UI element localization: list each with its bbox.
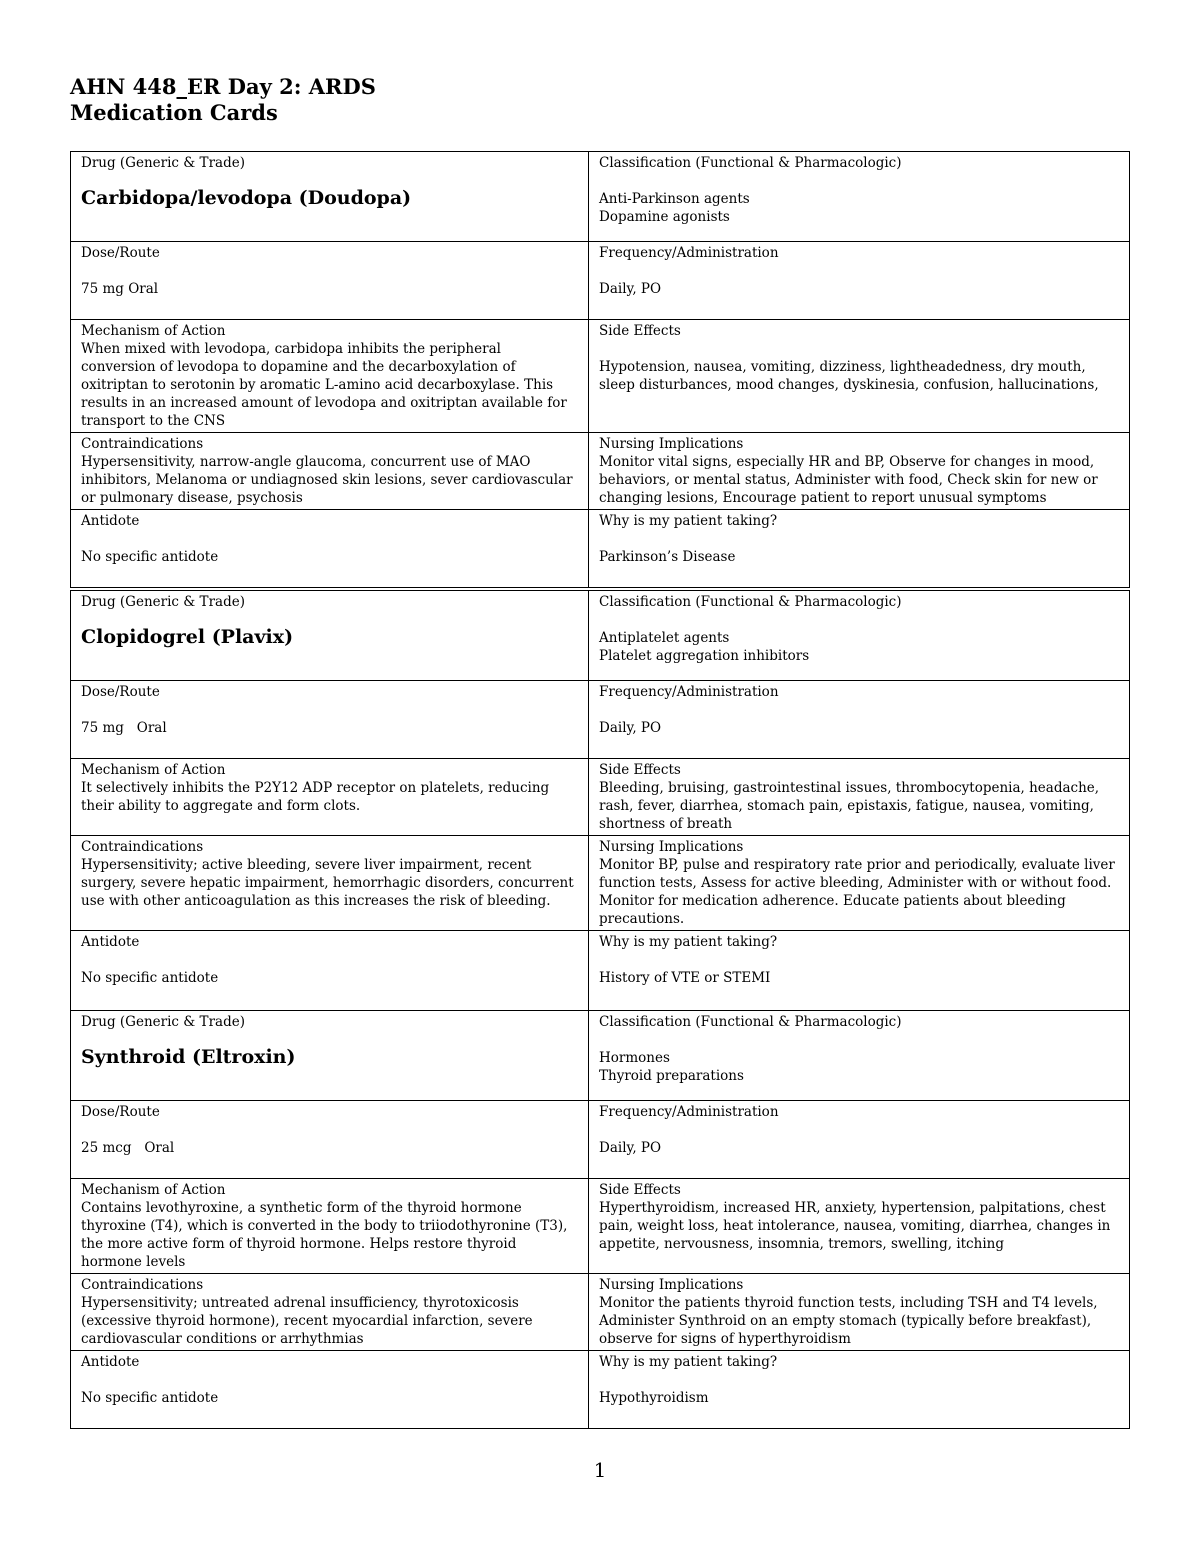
moa-label: Mechanism of Action bbox=[81, 762, 226, 778]
side-effects-cell bbox=[589, 1179, 1130, 1274]
side-effects-label: Side Effects bbox=[599, 762, 681, 778]
drug-name: Carbidopa/levodopa (Doudopa) bbox=[81, 187, 412, 209]
document-header bbox=[70, 74, 376, 126]
contraindications-label: Contraindications bbox=[81, 839, 204, 855]
moa-text: It selectively inhibits the P2Y12 ADP receptor on platelets, reducing their ability to aggregate and form clots. bbox=[81, 780, 550, 814]
classification-cell bbox=[589, 591, 1130, 681]
document-subtitle: Medication Cards bbox=[70, 100, 278, 125]
contraindications-cell bbox=[71, 836, 589, 931]
drug-cell bbox=[71, 1011, 589, 1101]
dose-cell bbox=[71, 1101, 589, 1179]
side-effects-label: Side Effects bbox=[599, 1182, 681, 1198]
contraindications-label: Contraindications bbox=[81, 436, 204, 452]
frequency-value: Daily, PO bbox=[599, 720, 662, 736]
antidote-text: No specific antidote bbox=[81, 970, 219, 986]
classification-pharmacologic: Thyroid preparations bbox=[599, 1068, 744, 1084]
medication-card-synthroid bbox=[70, 1010, 1130, 1429]
nursing-label: Nursing Implications bbox=[599, 839, 744, 855]
why-cell bbox=[589, 931, 1130, 1011]
frequency-label: Frequency/Administration bbox=[599, 1104, 779, 1120]
moa-label: Mechanism of Action bbox=[81, 323, 226, 339]
why-cell bbox=[589, 510, 1130, 588]
contraindications-label: Contraindications bbox=[81, 1277, 204, 1293]
nursing-text: Monitor BP, pulse and respiratory rate prior and periodically, evaluate liver function tests, Assess for active bleeding, Administer with or without food. Monitor for medication adherence. Educate patients about bleeding precautions. bbox=[599, 857, 1115, 927]
contraindications-text: Hypersensitivity; active bleeding, severe liver impairment, recent surgery, severe hepatic impairment, hemorrhagic disorders, concurrent use with other anticoagulation as this increases the risk of bleeding. bbox=[81, 857, 574, 909]
drug-name: Synthroid (Eltroxin) bbox=[81, 1046, 296, 1068]
nursing-cell bbox=[589, 433, 1130, 510]
dose-cell bbox=[71, 681, 589, 759]
why-text: Parkinson’s Disease bbox=[599, 549, 736, 565]
nursing-text: Monitor the patients thyroid function tests, including TSH and T4 levels, Administer Synthroid on an empty stomach (typically before breakfast), observe for signs of hyperthyroidism bbox=[599, 1295, 1098, 1347]
dose-value: 25 mcg Oral bbox=[81, 1140, 175, 1156]
medication-card-clopidogrel bbox=[70, 590, 1130, 1011]
antidote-text: No specific antidote bbox=[81, 1390, 219, 1406]
dose-value: 75 mg Oral bbox=[81, 720, 167, 736]
frequency-cell bbox=[589, 1101, 1130, 1179]
side-effects-text: Bleeding, bruising, gastrointestinal issues, thrombocytopenia, headache, rash, fever, diarrhea, stomach pain, epistaxis, fatigue, nausea, vomiting, shortness of breath bbox=[599, 780, 1100, 832]
side-effects-text: Hypotension, nausea, vomiting, dizziness, lightheadedness, dry mouth, sleep disturbances, mood changes, dyskinesia, confusion, hallucinations, bbox=[599, 359, 1099, 393]
nursing-label: Nursing Implications bbox=[599, 1277, 744, 1293]
frequency-cell bbox=[589, 242, 1130, 320]
classification-cell bbox=[589, 152, 1130, 242]
drug-name: Clopidogrel (Plavix) bbox=[81, 626, 294, 648]
why-label: Why is my patient taking? bbox=[599, 1354, 778, 1370]
frequency-label: Frequency/Administration bbox=[599, 245, 779, 261]
nursing-cell bbox=[589, 836, 1130, 931]
side-effects-cell bbox=[589, 759, 1130, 836]
dose-label: Dose/Route bbox=[81, 684, 160, 700]
drug-cell bbox=[71, 152, 589, 242]
nursing-text: Monitor vital signs, especially HR and BP, Observe for changes in mood, behaviors, or mental status, Administer with food, Check skin for new or changing lesions, Encourage patient to report unusual symptoms bbox=[599, 454, 1098, 506]
contraindications-cell bbox=[71, 433, 589, 510]
medication-card-carbidopa bbox=[70, 151, 1130, 588]
nursing-cell bbox=[589, 1274, 1130, 1351]
moa-cell bbox=[71, 1179, 589, 1274]
frequency-value: Daily, PO bbox=[599, 1140, 662, 1156]
moa-text: Contains levothyroxine, a synthetic form of the thyroid hormone thyroxine (T4), which is converted in the body to triiodothyronine (T3), the more active form of thyroid hormone. Helps restore thyroid hormone levels bbox=[81, 1200, 568, 1270]
why-label: Why is my patient taking? bbox=[599, 934, 778, 950]
dose-value: 75 mg Oral bbox=[81, 281, 159, 297]
contraindications-cell bbox=[71, 1274, 589, 1351]
dose-cell bbox=[71, 242, 589, 320]
moa-label: Mechanism of Action bbox=[81, 1182, 226, 1198]
why-text: Hypothyroidism bbox=[599, 1390, 709, 1406]
why-text: History of VTE or STEMI bbox=[599, 970, 771, 986]
antidote-text: No specific antidote bbox=[81, 549, 219, 565]
moa-text: When mixed with levodopa, carbidopa inhibits the peripheral conversion of levodopa to dopamine and the decarboxylation of oxitriptan to serotonin by aromatic L-amino acid decarboxylase. This results in an increased amount of levodopa and oxitriptan available for transport to the CNS bbox=[81, 341, 567, 429]
contraindications-text: Hypersensitivity, narrow-angle glaucoma, concurrent use of MAO inhibitors, Melanoma or undiagnosed skin lesions, sever cardiovascular or pulmonary disease, psychosis bbox=[81, 454, 573, 506]
side-effects-cell bbox=[589, 320, 1130, 433]
classification-label: Classification (Functional & Pharmacologic) bbox=[599, 594, 902, 610]
drug-label: Drug (Generic & Trade) bbox=[81, 155, 245, 171]
side-effects-label: Side Effects bbox=[599, 323, 681, 339]
antidote-label: Antidote bbox=[81, 934, 140, 950]
dose-label: Dose/Route bbox=[81, 245, 160, 261]
drug-label: Drug (Generic & Trade) bbox=[81, 594, 245, 610]
page-number: 1 bbox=[593, 1458, 607, 1482]
frequency-value: Daily, PO bbox=[599, 281, 662, 297]
nursing-label: Nursing Implications bbox=[599, 436, 744, 452]
frequency-label: Frequency/Administration bbox=[599, 684, 779, 700]
moa-cell bbox=[71, 320, 589, 433]
antidote-cell bbox=[71, 931, 589, 1011]
classification-functional: Antiplatelet agents bbox=[599, 630, 730, 646]
classification-functional: Anti-Parkinson agents bbox=[599, 191, 750, 207]
dose-label: Dose/Route bbox=[81, 1104, 160, 1120]
classification-pharmacologic: Platelet aggregation inhibitors bbox=[599, 648, 810, 664]
classification-label: Classification (Functional & Pharmacologic) bbox=[599, 155, 902, 171]
antidote-label: Antidote bbox=[81, 1354, 140, 1370]
antidote-label: Antidote bbox=[81, 513, 140, 529]
why-label: Why is my patient taking? bbox=[599, 513, 778, 529]
frequency-cell bbox=[589, 681, 1130, 759]
antidote-cell bbox=[71, 510, 589, 588]
drug-cell bbox=[71, 591, 589, 681]
classification-cell bbox=[589, 1011, 1130, 1101]
classification-functional: Hormones bbox=[599, 1050, 670, 1066]
document-title: AHN 448_ER Day 2: ARDS bbox=[70, 74, 376, 99]
drug-label: Drug (Generic & Trade) bbox=[81, 1014, 245, 1030]
classification-pharmacologic: Dopamine agonists bbox=[599, 209, 730, 225]
classification-label: Classification (Functional & Pharmacologic) bbox=[599, 1014, 902, 1030]
contraindications-text: Hypersensitivity; untreated adrenal insufficiency, thyrotoxicosis (excessive thyroid hormone), recent myocardial infarction, severe cardiovascular conditions or arrhythmias bbox=[81, 1295, 533, 1347]
moa-cell bbox=[71, 759, 589, 836]
antidote-cell bbox=[71, 1351, 589, 1429]
side-effects-text: Hyperthyroidism, increased HR, anxiety, hypertension, palpitations, chest pain, weight loss, heat intolerance, nausea, vomiting, diarrhea, changes in appetite, nervousness, insomnia, tremors, swelling, itching bbox=[599, 1200, 1111, 1252]
why-cell bbox=[589, 1351, 1130, 1429]
